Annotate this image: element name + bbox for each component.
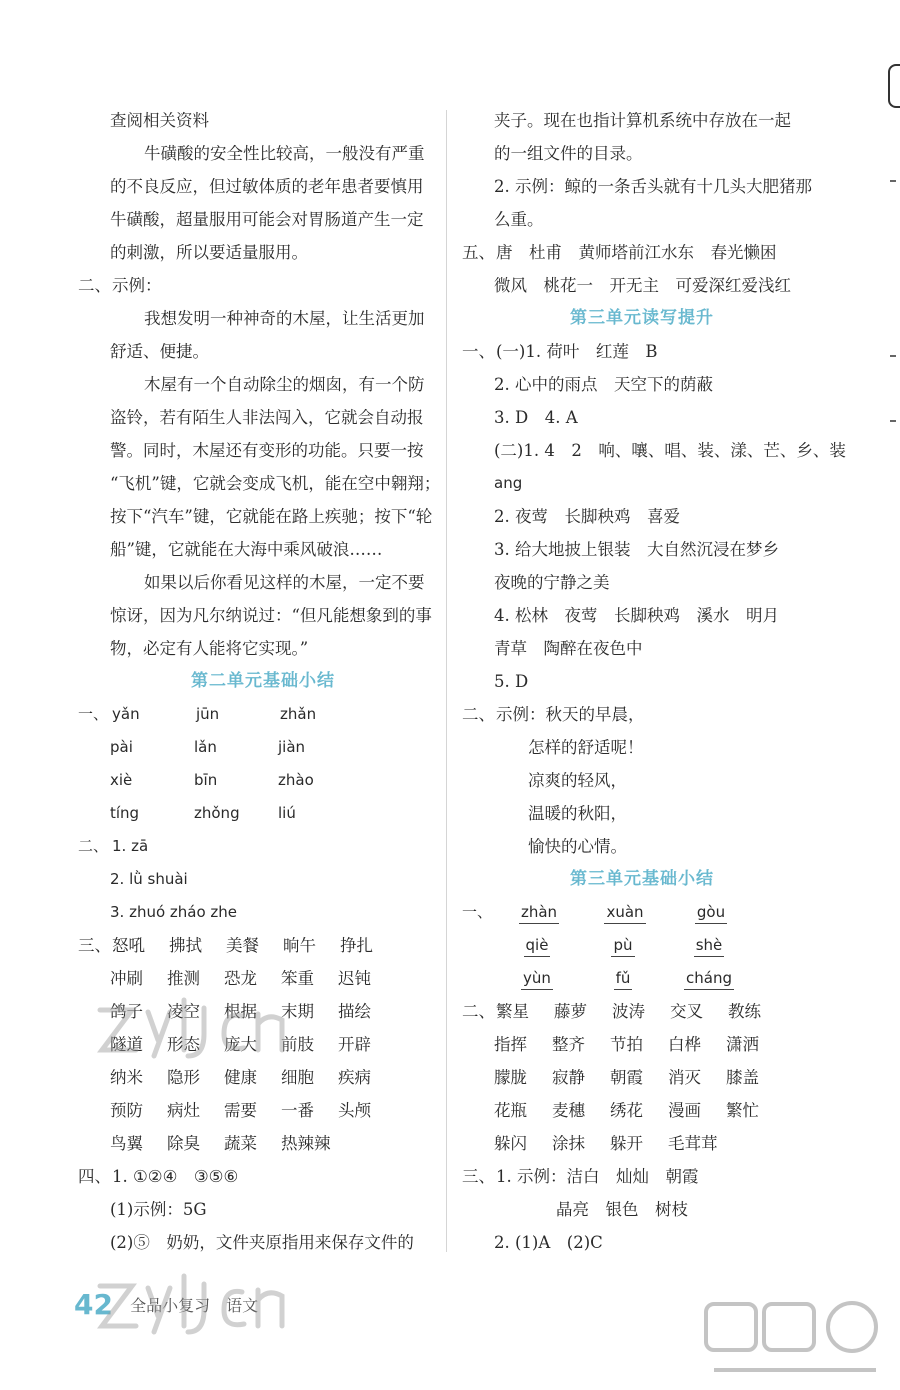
text-line: 5. D: [494, 672, 529, 691]
word-cell: 消灭: [668, 1068, 701, 1087]
word-cell: 藤萝: [554, 1002, 587, 1021]
pinyin-cell: xiè: [110, 771, 133, 789]
word-cell: 笨重: [281, 969, 314, 988]
text-line: ang: [494, 474, 523, 492]
pinyin-row: [78, 698, 448, 731]
text-line: 如果以后你看见这样的木屋，一定不要: [144, 573, 425, 592]
word-row: [78, 1094, 448, 1127]
word-cell: 漫画: [668, 1101, 701, 1120]
text-line: 的刺激，所以要适量服用。: [110, 243, 308, 262]
word-cell: 白桦: [668, 1035, 701, 1054]
poem-line: 怎样的舒适呢！: [528, 738, 644, 757]
text-line: 3. 给大地披上银装 大自然沉浸在梦乡: [494, 540, 779, 559]
pinyin-cell: zhǒng: [194, 804, 240, 822]
section-marker: 四、: [78, 1167, 111, 1186]
word-row: [78, 929, 448, 962]
word-cell: 膝盖: [726, 1068, 759, 1087]
pinyin-row: [462, 929, 822, 962]
word-cell: 除臭: [167, 1134, 200, 1153]
pinyin-cell: bīn: [194, 771, 218, 789]
pinyin-blank: fǔ: [614, 967, 633, 990]
word-cell: 挣扎: [340, 936, 373, 955]
poem-line: 温暖的秋阳，: [528, 804, 627, 823]
section-marker: 二、: [78, 837, 109, 855]
word-cell: 毛茸茸: [668, 1134, 718, 1153]
text-line: 盗铃，若有陌生人非法闯入，它就会自动报: [110, 408, 424, 427]
word-cell: 末期: [281, 1002, 314, 1021]
text-line: 牛磺酸的安全性比较高，一般没有严重: [144, 144, 425, 163]
word-cell: 头颅: [338, 1101, 371, 1120]
word-cell: 需要: [224, 1101, 257, 1120]
text-line: 3. D 4. A: [494, 408, 578, 427]
word-cell: 潇洒: [726, 1035, 759, 1054]
answer-row: 2. lǜ shuài: [110, 870, 188, 888]
answer-row: [462, 1160, 822, 1193]
text-line: 物，必定有人能将它实现。”: [110, 639, 309, 658]
word-cell: 躲开: [610, 1134, 643, 1153]
word-cell: 根据: [224, 1002, 257, 1021]
pinyin-cell: tíng: [110, 804, 140, 822]
word-cell: 健康: [224, 1068, 257, 1087]
word-cell: 鸟翼: [110, 1134, 143, 1153]
pinyin-cell: zhǎn: [280, 705, 317, 723]
pinyin-row: [78, 797, 448, 830]
answer-row: [462, 335, 822, 368]
word-cell: 隧道: [110, 1035, 143, 1054]
section-head: 示例：: [112, 276, 162, 295]
pinyin-blank: pù: [611, 934, 634, 957]
word-cell: 躲闪: [494, 1134, 527, 1153]
pinyin-blank: shè: [694, 934, 725, 957]
answer-text: 1. 示例：洁白 灿灿 朝霞: [496, 1167, 699, 1186]
answer-row: [462, 236, 822, 269]
pinyin-blank: gòu: [695, 901, 727, 924]
answer-row: [462, 698, 822, 731]
unit-title: 第三单元基础小结: [570, 869, 714, 889]
word-cell: 预防: [110, 1101, 143, 1120]
word-cell: 节拍: [610, 1035, 643, 1054]
word-cell: 朦胧: [494, 1068, 527, 1087]
word-cell: 病灶: [167, 1101, 200, 1120]
pinyin-cell: jūn: [196, 705, 220, 723]
word-cell: 迟钝: [338, 969, 371, 988]
pinyin-row: [78, 731, 448, 764]
word-cell: 开辟: [338, 1035, 371, 1054]
answer-row: (1)示例：5G: [110, 1200, 207, 1219]
text-line: 青草 陶醉在夜色中: [494, 639, 643, 658]
unit-title: 第二单元基础小结: [191, 671, 335, 691]
word-cell: 纳米: [110, 1068, 143, 1087]
section-marker: 一、: [462, 342, 495, 361]
word-cell: 晌午: [283, 936, 316, 955]
word-row: [78, 1028, 448, 1061]
section-marker: 三、: [78, 936, 111, 955]
section-marker: 三、: [462, 1167, 495, 1186]
text-line: 警。同时，木屋还有变形的功能。只要一按: [110, 441, 424, 460]
section-marker: 五、: [462, 243, 495, 262]
answer-row: [78, 1160, 448, 1193]
text-line: 查阅相关资料: [110, 111, 209, 130]
text-line: 晶亮 银色 树枝: [556, 1200, 688, 1219]
section-marker: 一、: [462, 903, 493, 921]
text-line: 么重。: [494, 210, 544, 229]
word-cell: 指挥: [494, 1035, 527, 1054]
page-number: 42: [74, 1288, 113, 1321]
text-line: (二)1. 4 2 响、嚷、唱、装、漾、芒、乡、装: [494, 441, 846, 460]
text-line: 按下“汽车”键，它就能在路上疾驰；按下“轮: [110, 507, 433, 526]
edge-dot: [890, 180, 896, 182]
answer-row: (2)⑤ 奶奶，文件夹原指用来保存文件的: [110, 1233, 414, 1252]
text-line: 夹子。现在也指计算机系统中存放在一起: [494, 111, 791, 130]
unit-title: 第三单元读写提升: [570, 308, 714, 328]
pinyin-row: [462, 962, 822, 995]
word-cell: 描绘: [338, 1002, 371, 1021]
text-line: 的不良反应，但过敏体质的老年患者要慎用: [110, 177, 424, 196]
word-row: [78, 1127, 448, 1160]
left-column: [78, 104, 448, 1259]
word-row: [462, 1028, 822, 1061]
answer-text: 1. ①②④ ③⑤⑥: [112, 1167, 239, 1186]
word-cell: 庞大: [224, 1035, 257, 1054]
page-footer: [74, 1288, 258, 1328]
pinyin-blank: xuàn: [604, 901, 645, 924]
right-column: [462, 104, 846, 1259]
word-cell: 冲刷: [110, 969, 143, 988]
pinyin-cell: lǎn: [194, 738, 217, 756]
pinyin-cell: yǎn: [112, 705, 140, 723]
answer-row: [78, 830, 448, 863]
word-cell: 凌空: [167, 1002, 200, 1021]
pinyin-blank: cháng: [684, 967, 734, 990]
text-line: 的一组文件的目录。: [494, 144, 643, 163]
answer-text: 1. zā: [112, 837, 149, 855]
text-line: 木屋有一个自动除尘的烟囱，有一个防: [144, 375, 425, 394]
text-line: 2. 示例：鲸的一条舌头就有十几头大肥猪那: [494, 177, 812, 196]
word-cell: 涂抹: [552, 1134, 585, 1153]
pinyin-cell: pài: [110, 738, 133, 756]
page-edge-tab: [888, 64, 900, 108]
text-line: “飞机”键，它就会变成飞机，能在空中翱翔；: [110, 474, 441, 493]
word-cell: 麦穗: [552, 1101, 585, 1120]
text-line: 2. 心中的雨点 天空下的荫蔽: [494, 375, 713, 394]
word-cell: 鸽子: [110, 1002, 143, 1021]
book-title: 全品小复习 语文: [130, 1296, 259, 1315]
word-cell: 繁星: [496, 1002, 529, 1021]
answer-row: 3. zhuó zháo zhe: [110, 903, 238, 921]
pinyin-row: [462, 896, 822, 929]
pinyin-blank: zhàn: [519, 901, 559, 924]
word-cell: 交叉: [670, 1002, 703, 1021]
watermark-stamp: [700, 1298, 896, 1386]
word-cell: 教练: [728, 1002, 761, 1021]
pinyin-cell: zhào: [278, 771, 314, 789]
answer-text: 示例：秋天的早晨，: [496, 705, 645, 724]
word-cell: 怒吼: [112, 936, 145, 955]
word-cell: 美餐: [226, 936, 259, 955]
edge-dot: [890, 355, 896, 357]
word-cell: 绣花: [610, 1101, 643, 1120]
pinyin-cell: liú: [278, 804, 296, 822]
text-line: 牛磺酸，超量服用可能会对胃肠道产生一定: [110, 210, 424, 229]
poem-line: 凉爽的轻风，: [528, 771, 627, 790]
word-cell: 推测: [167, 969, 200, 988]
word-cell: 一番: [281, 1101, 314, 1120]
word-cell: 前肢: [281, 1035, 314, 1054]
answer-text: (一)1. 荷叶 红莲 B: [496, 342, 658, 361]
text-line: 4. 松林 夜莺 长脚秧鸡 溪水 明月: [494, 606, 779, 625]
text-line: 舒适、便捷。: [110, 342, 209, 361]
word-cell: 整齐: [552, 1035, 585, 1054]
word-cell: 形态: [167, 1035, 200, 1054]
word-cell: 波涛: [612, 1002, 645, 1021]
text-line: 2. (1)A (2)C: [494, 1233, 603, 1252]
poem-line: 愉快的心情。: [528, 837, 627, 856]
text-line: 我想发明一种神奇的木屋，让生活更加: [144, 309, 425, 328]
pinyin-blank: qiè: [524, 934, 551, 957]
word-cell: 细胞: [281, 1068, 314, 1087]
answer-text: 唐 杜甫 黄师塔前江水东 春光懒困: [496, 243, 777, 262]
text-line: 惊讶，因为凡尔纳说过：“但凡能想象到的事: [110, 606, 432, 625]
pinyin-cell: jiàn: [278, 738, 306, 756]
word-cell: 花瓶: [494, 1101, 527, 1120]
section-marker: 二、: [462, 705, 495, 724]
word-cell: 恐龙: [224, 969, 257, 988]
section-two: [78, 269, 448, 302]
word-cell: 疾病: [338, 1068, 371, 1087]
word-row: [462, 995, 822, 1028]
text-line: 夜晚的宁静之美: [494, 573, 610, 592]
word-row: [78, 1061, 448, 1094]
word-cell: 热辣辣: [281, 1134, 331, 1153]
word-row: [78, 995, 448, 1028]
word-cell: 寂静: [552, 1068, 585, 1087]
word-cell: 繁忙: [726, 1101, 759, 1120]
word-cell: 朝霞: [610, 1068, 643, 1087]
word-row: [462, 1127, 822, 1160]
text-line: 微风 桃花一 开无主 可爱深红爱浅红: [494, 276, 791, 295]
word-row: [462, 1094, 822, 1127]
word-cell: 蔬菜: [224, 1134, 257, 1153]
text-line: 船”键，它就能在大海中乘风破浪……: [110, 540, 383, 559]
edge-dot: [890, 420, 896, 422]
pinyin-row: [78, 764, 448, 797]
text-line: 2. 夜莺 长脚秧鸡 喜爱: [494, 507, 680, 526]
pinyin-blank: yùn: [521, 967, 553, 990]
section-marker: 二、: [78, 276, 111, 295]
section-marker: 一、: [78, 705, 109, 723]
word-row: [462, 1061, 822, 1094]
word-cell: 拂拭: [169, 936, 202, 955]
word-cell: 隐形: [167, 1068, 200, 1087]
section-marker: 二、: [462, 1002, 495, 1021]
word-row: [78, 962, 448, 995]
